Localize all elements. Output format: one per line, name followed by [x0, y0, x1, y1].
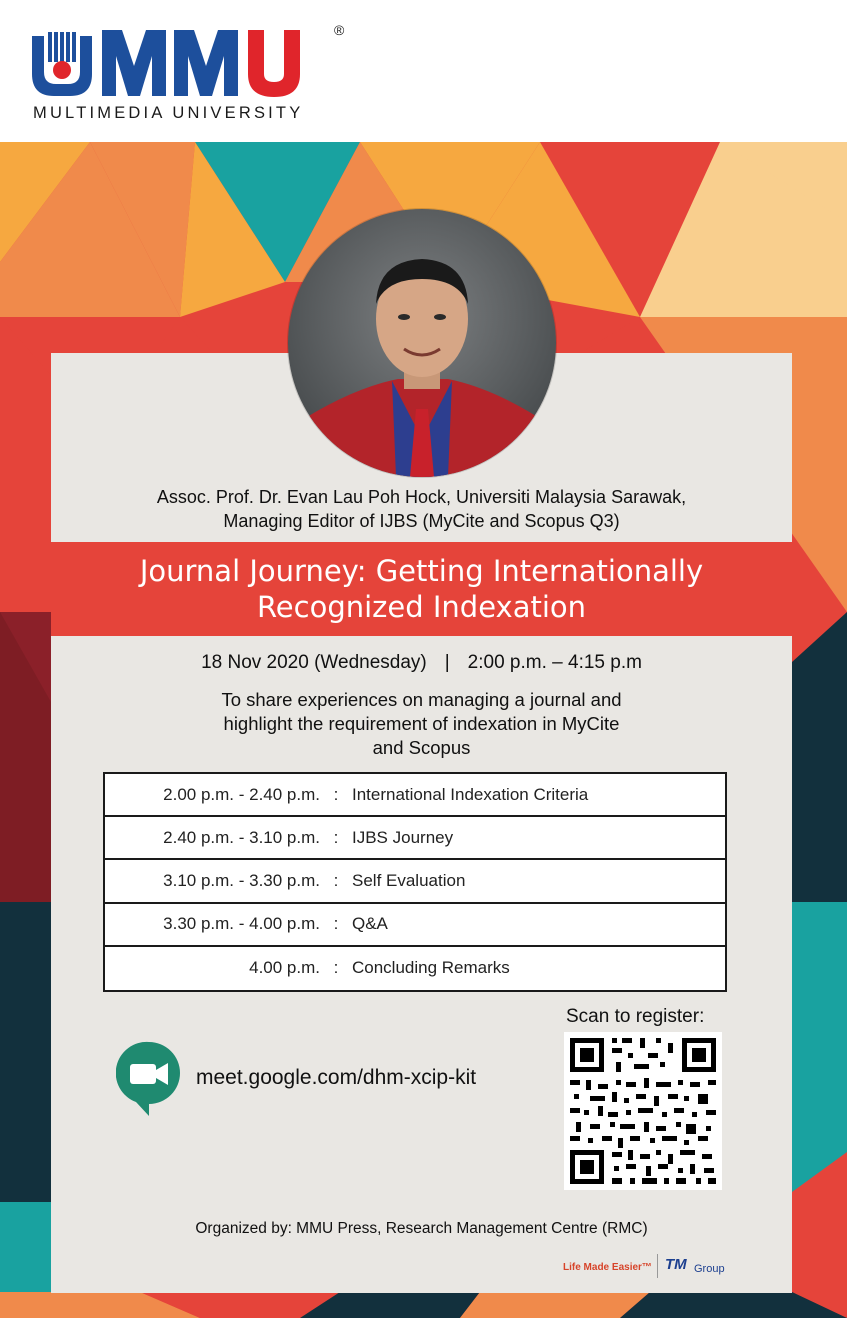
tm-logo: TM — [665, 1256, 687, 1273]
description-line-2: highlight the requirement of indexation in MyCite — [223, 713, 620, 734]
qr-code-image[interactable] — [564, 1032, 722, 1190]
agenda-colon: : — [333, 870, 339, 890]
agenda-time: 2.40 p.m. - 3.10 p.m. — [163, 827, 320, 847]
agenda-colon: : — [333, 958, 339, 978]
agenda-topic: Q&A — [352, 914, 388, 934]
logo-subtitle: MULTIMEDIA UNIVERSITY — [33, 104, 304, 122]
google-meet-icon — [116, 1040, 182, 1116]
datetime-separator: | — [444, 652, 450, 673]
agenda-row — [105, 860, 725, 903]
agenda-time: 2.00 p.m. - 2.40 p.m. — [163, 784, 320, 804]
title-line-1: Journal Journey: Getting Internationally — [139, 554, 704, 588]
agenda-row — [105, 817, 725, 860]
agenda-table — [103, 772, 727, 992]
agenda-row — [105, 947, 725, 990]
agenda-row — [105, 904, 725, 947]
agenda-topic: Self Evaluation — [352, 870, 466, 890]
agenda-topic: International Indexation Criteria — [352, 784, 589, 804]
registered-mark: ® — [334, 22, 345, 38]
event-time: 2:00 p.m. – 4:15 p.m — [467, 652, 642, 673]
scan-label: Scan to register: — [566, 1006, 705, 1027]
agenda-time: 4.00 p.m. — [249, 958, 320, 978]
speaker-line-2: Managing Editor of IJBS (MyCite and Scopus Q3) — [223, 511, 620, 531]
header — [0, 0, 847, 142]
description-line-3: and Scopus — [372, 737, 471, 758]
agenda-colon: : — [333, 784, 339, 804]
title-line-2: Recognized Indexation — [256, 590, 587, 624]
mmu-logo — [30, 24, 360, 124]
agenda-time: 3.10 p.m. - 3.30 p.m. — [163, 870, 320, 890]
title-band — [51, 542, 792, 636]
speaker-line-1: Assoc. Prof. Dr. Evan Lau Poh Hock, Universiti Malaysia Sarawak, — [156, 487, 687, 507]
meet-link[interactable]: meet.google.com/dhm-xcip-kit — [196, 1066, 477, 1089]
event-description — [51, 688, 792, 760]
agenda-row — [105, 774, 725, 817]
event-datetime — [51, 652, 792, 674]
agenda-topic: IJBS Journey — [352, 827, 454, 847]
mmu-wordmark-logo — [30, 24, 330, 100]
agenda-colon: : — [333, 914, 339, 934]
organizer-text: Organized by: MMU Press, Research Management Centre (RMC) — [195, 1220, 648, 1237]
agenda-colon: : — [333, 827, 339, 847]
tm-slogan: Life Made Easier™ — [563, 1262, 652, 1273]
agenda-topic: Concluding Remarks — [352, 958, 510, 978]
tm-group-label: Group — [694, 1263, 725, 1275]
tm-group-logo — [563, 1252, 743, 1282]
speaker-portrait — [288, 209, 556, 477]
speaker-info — [51, 485, 792, 533]
description-line-1: To share experiences on managing a journal and — [221, 689, 622, 710]
event-date: 18 Nov 2020 (Wednesday) — [201, 652, 427, 673]
logo-divider — [657, 1254, 658, 1278]
agenda-time: 3.30 p.m. - 4.00 p.m. — [163, 914, 320, 934]
